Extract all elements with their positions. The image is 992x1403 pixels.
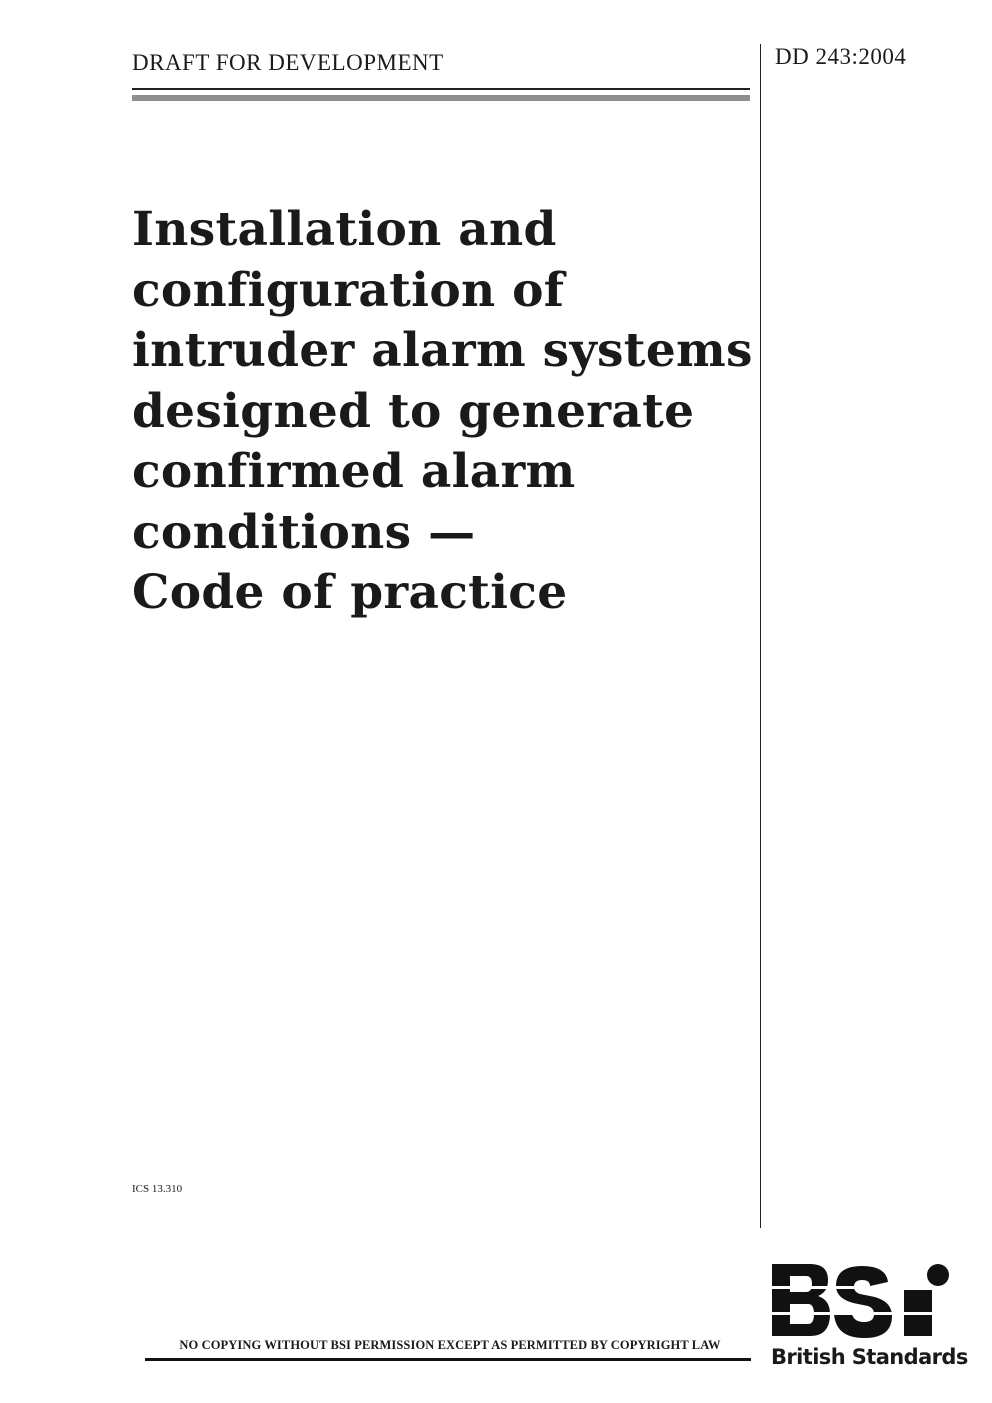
logo-subtitle: British Standards [771,1345,968,1369]
header-rule-thin [132,88,750,90]
title-line: designed to generate [132,383,695,439]
doc-number: DD 243:2004 [775,44,907,69]
logo-letter-i [904,1264,949,1336]
title-line: Code of practice [132,565,568,620]
title-line: intruder alarm systems [132,323,753,378]
document-title [132,200,752,624]
header-rule-thick [132,95,750,101]
footer-rule [145,1358,751,1361]
doc-type: DRAFT FOR DEVELOPMENT [132,50,444,75]
bsi-logo-mark [770,1262,952,1342]
copyright-notice: NO COPYING WITHOUT BSI PERMISSION EXCEPT AS PERMITTED BY COPYRIGHT LAW [179,1338,721,1352]
title-line: conditions — [132,504,476,560]
title-line: configuration of [132,262,565,318]
vertical-divider [760,44,761,1228]
title-line: confirmed alarm [132,444,576,499]
logo-letter-s [834,1266,892,1338]
ics-code: ICS 13.310 [132,1183,183,1195]
logo-letter-b [772,1264,830,1336]
title-line: Installation and [132,202,557,257]
